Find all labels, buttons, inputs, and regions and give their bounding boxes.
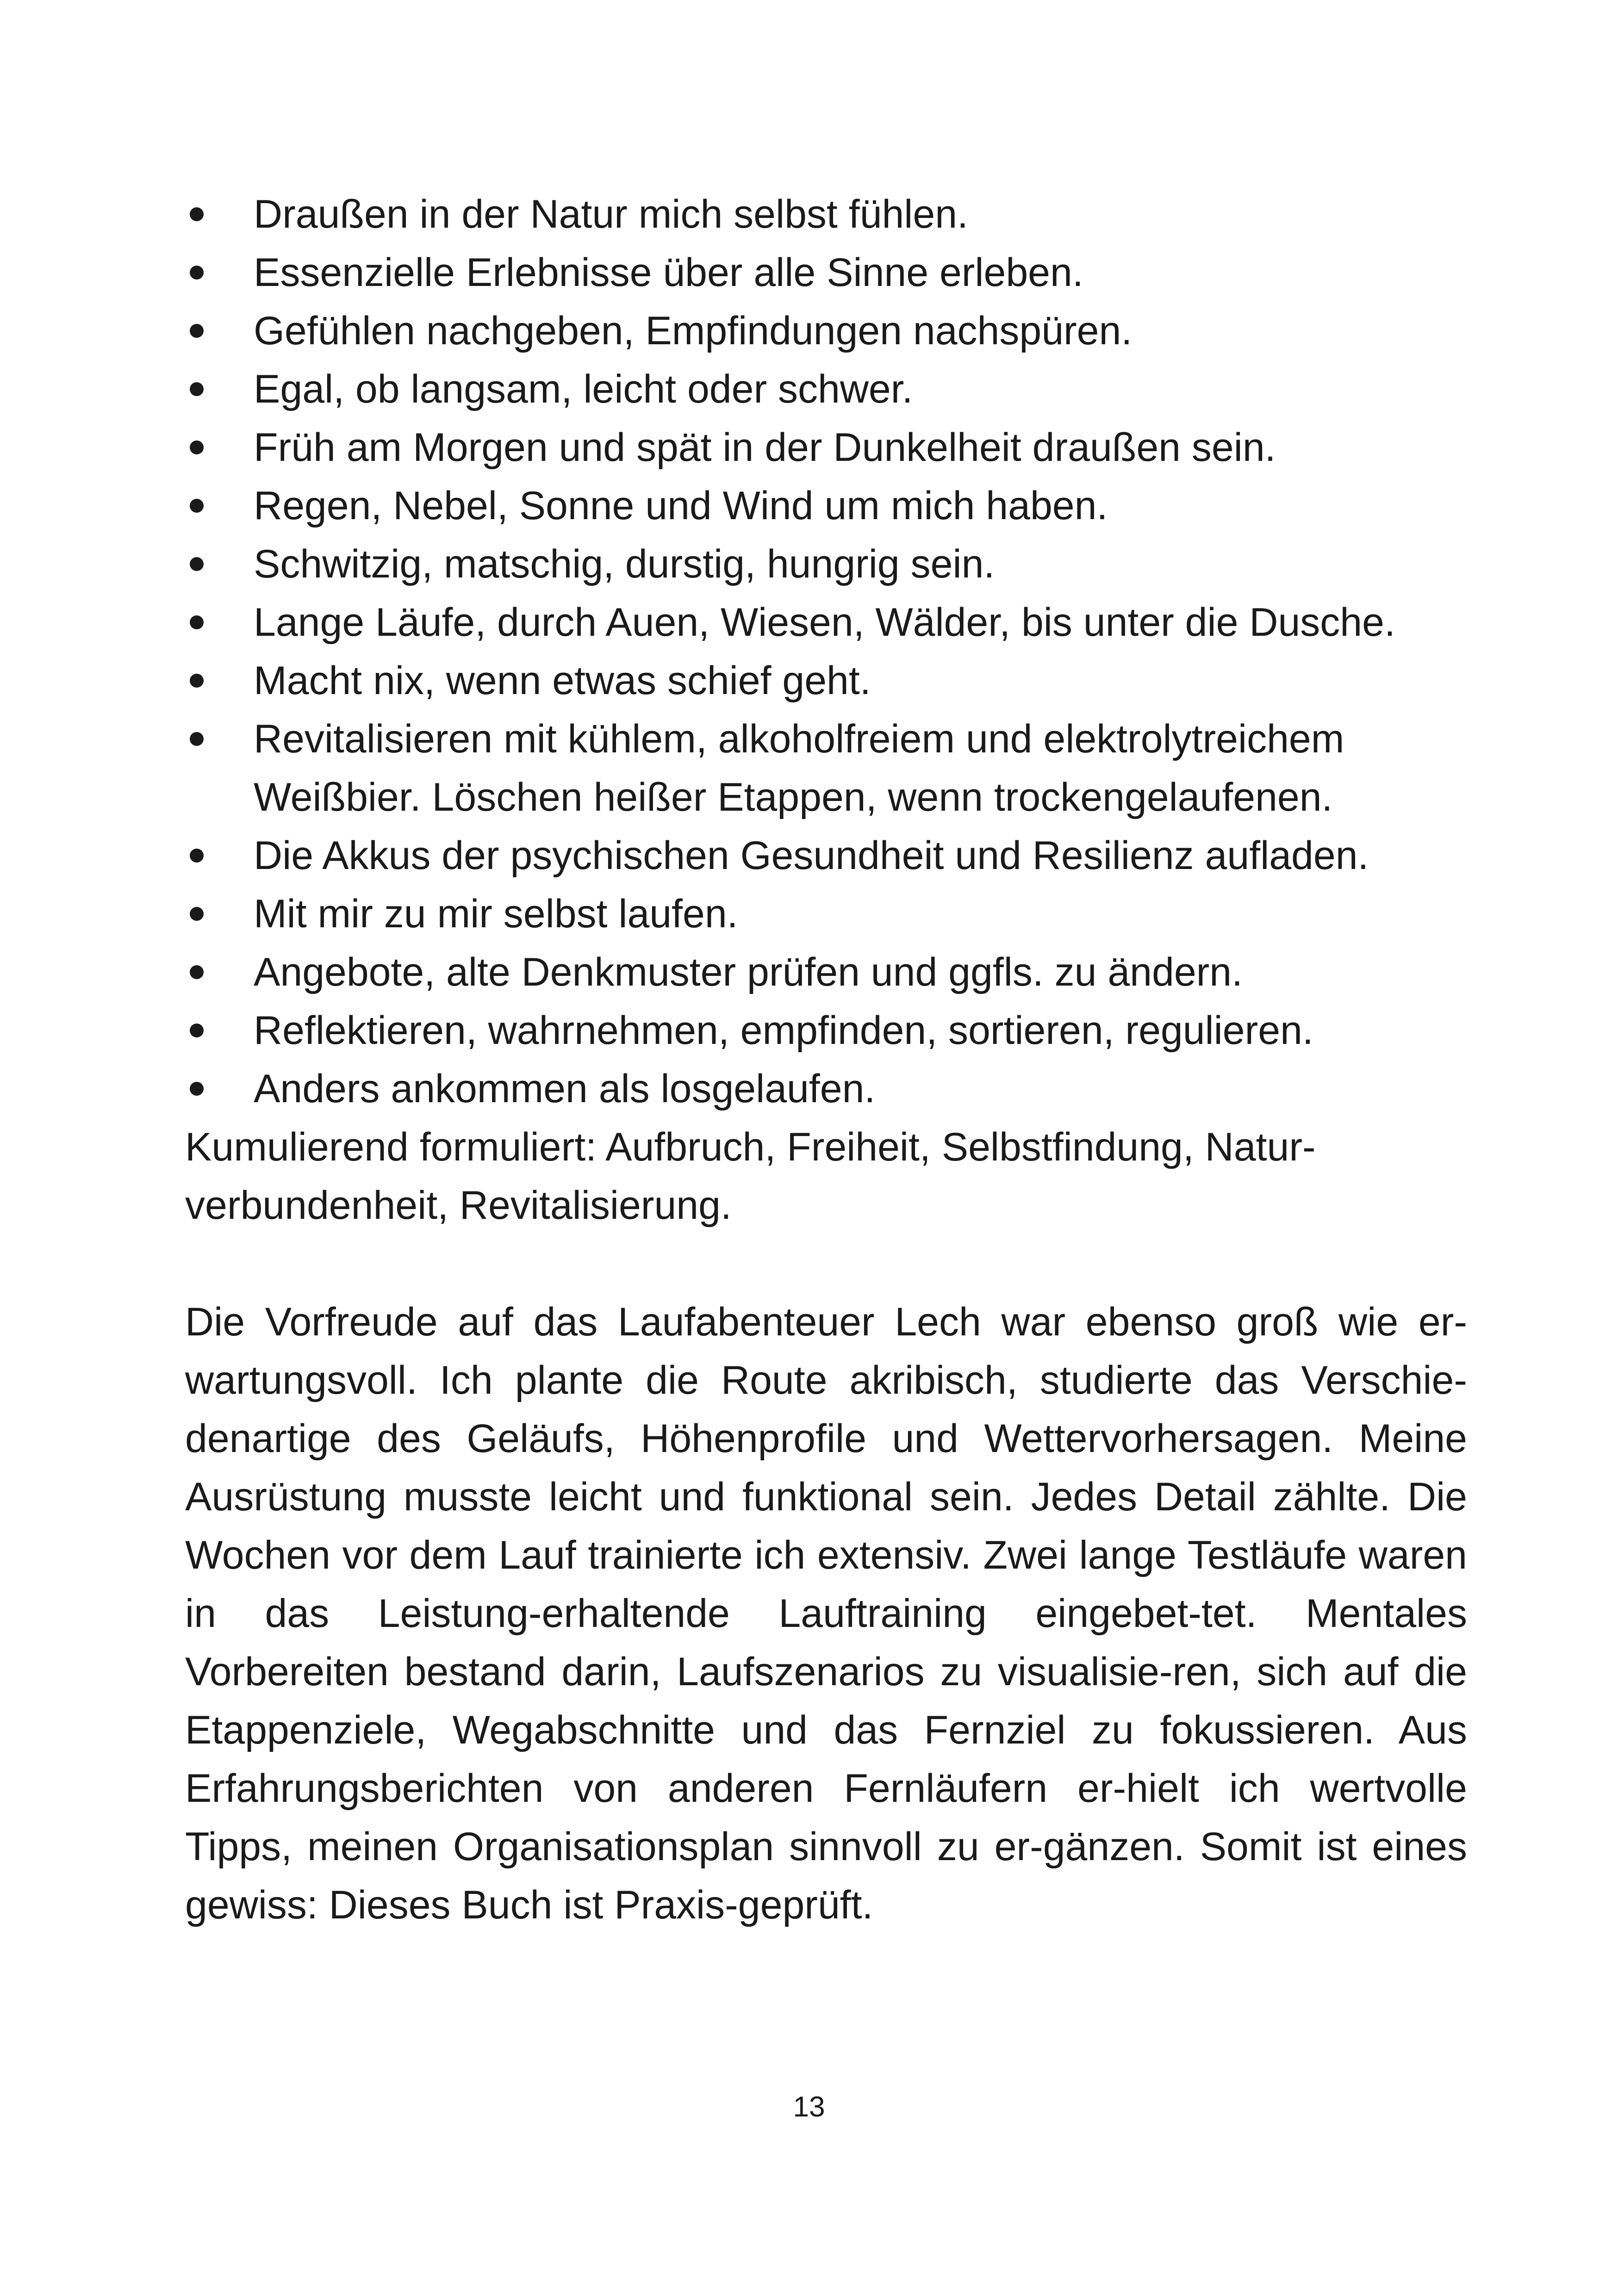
list-item (185, 826, 1467, 885)
summary-text: Kumulierend formuliert: Aufbruch, Freiheit, Selbstfindung, Natur-verbundenheit, Revitalisierung. (185, 1125, 1316, 1228)
bullet-icon (190, 557, 204, 571)
list-item-text: Schwitzig, matschig, durstig, hungrig sein. (254, 542, 995, 586)
list-item (185, 360, 1467, 418)
list-item (185, 1060, 1467, 1118)
list-item-text: Früh am Morgen und spät in der Dunkelheit draußen sein. (254, 425, 1276, 470)
list-item-text: Revitalisieren mit kühlem, alkoholfreiem und elektrolytreichem Weißbier. Löschen heißer Etappen, wenn trockengelaufenen. (254, 717, 1344, 819)
list-item (185, 593, 1467, 652)
list-item-text: Draußen in der Natur mich selbst fühlen. (254, 192, 968, 236)
list-item (185, 185, 1467, 243)
list-item (185, 302, 1467, 360)
bullet-icon (190, 615, 204, 629)
list-item-text: Macht nix, wenn etwas schief geht. (254, 658, 871, 703)
bullet-icon (190, 266, 204, 279)
page-body (185, 185, 1467, 1934)
bullet-icon (190, 732, 204, 746)
body-paragraph: Die Vorfreude auf das Laufabenteuer Lech war ebenso groß wie er-wartungsvoll. Ich plante die Route akribisch, studierte das Verschie-denartige des Geläufs, Höhenprofile und Wettervorhersagen. Meine Ausrüstung musste leicht und funktional sein. Jedes Detail zählte. Die Wochen vor dem Lauf trainierte ich extensiv. Zwei lange Testläufe waren in das Leistung-erhaltende Lauftraining eingebet-tet. Mentales Vorbereiten bestand darin, Laufszenarios zu visualisie-ren, sich auf die Etappenziele, Wegabschnitte und das Fernziel zu fokussieren. Aus Erfahrungsberichten von anderen Fernläufern er-hielt ich wertvolle Tipps, meinen Organisationsplan sinnvoll zu er-gänzen. Somit ist eines gewiss: Dieses Buch ist Praxis-geprüft. (185, 1300, 1467, 1927)
list-item-text: Anders ankommen als losgelaufen. (254, 1067, 876, 1111)
list-item-text: Reflektieren, wahrnehmen, empfinden, sortieren, regulieren. (254, 1008, 1313, 1053)
list-item-text: Egal, ob langsam, leicht oder schwer. (254, 367, 913, 411)
bullet-icon (190, 441, 204, 454)
bullet-icon (190, 965, 204, 979)
list-item (185, 943, 1467, 1001)
list-item-text: Lange Läufe, durch Auen, Wiesen, Wälder, bis unter die Dusche. (254, 600, 1395, 645)
bullet-icon (190, 324, 204, 338)
list-item-text: Regen, Nebel, Sonne und Wind um mich haben. (254, 484, 1108, 528)
list-item-text: Angebote, alte Denkmuster prüfen und ggfls. zu ändern. (254, 950, 1243, 994)
list-item (185, 1001, 1467, 1060)
list-item (185, 477, 1467, 535)
list-item-text: Die Akkus der psychischen Gesundheit und Resilienz aufladen. (254, 833, 1369, 878)
list-item (185, 652, 1467, 710)
bullet-icon (190, 674, 204, 688)
bullet-icon (190, 1082, 204, 1096)
bullet-icon (190, 907, 204, 921)
bullet-icon (190, 207, 204, 221)
page-number: 13 (793, 2091, 825, 2123)
list-item (185, 243, 1467, 302)
bullet-list (185, 185, 1467, 1118)
list-item (185, 885, 1467, 943)
bullet-icon (190, 849, 204, 863)
list-item-text: Mit mir zu mir selbst laufen. (254, 892, 738, 936)
list-item (185, 418, 1467, 477)
bullet-icon (190, 382, 204, 396)
list-item (185, 710, 1467, 826)
bullet-icon (190, 499, 204, 513)
list-item-text: Gefühlen nachgeben, Empfindungen nachspüren. (254, 309, 1133, 353)
list-item-text: Essenzielle Erlebnisse über alle Sinne erleben. (254, 250, 1083, 295)
list-item (185, 535, 1467, 593)
bullet-icon (190, 1024, 204, 1037)
